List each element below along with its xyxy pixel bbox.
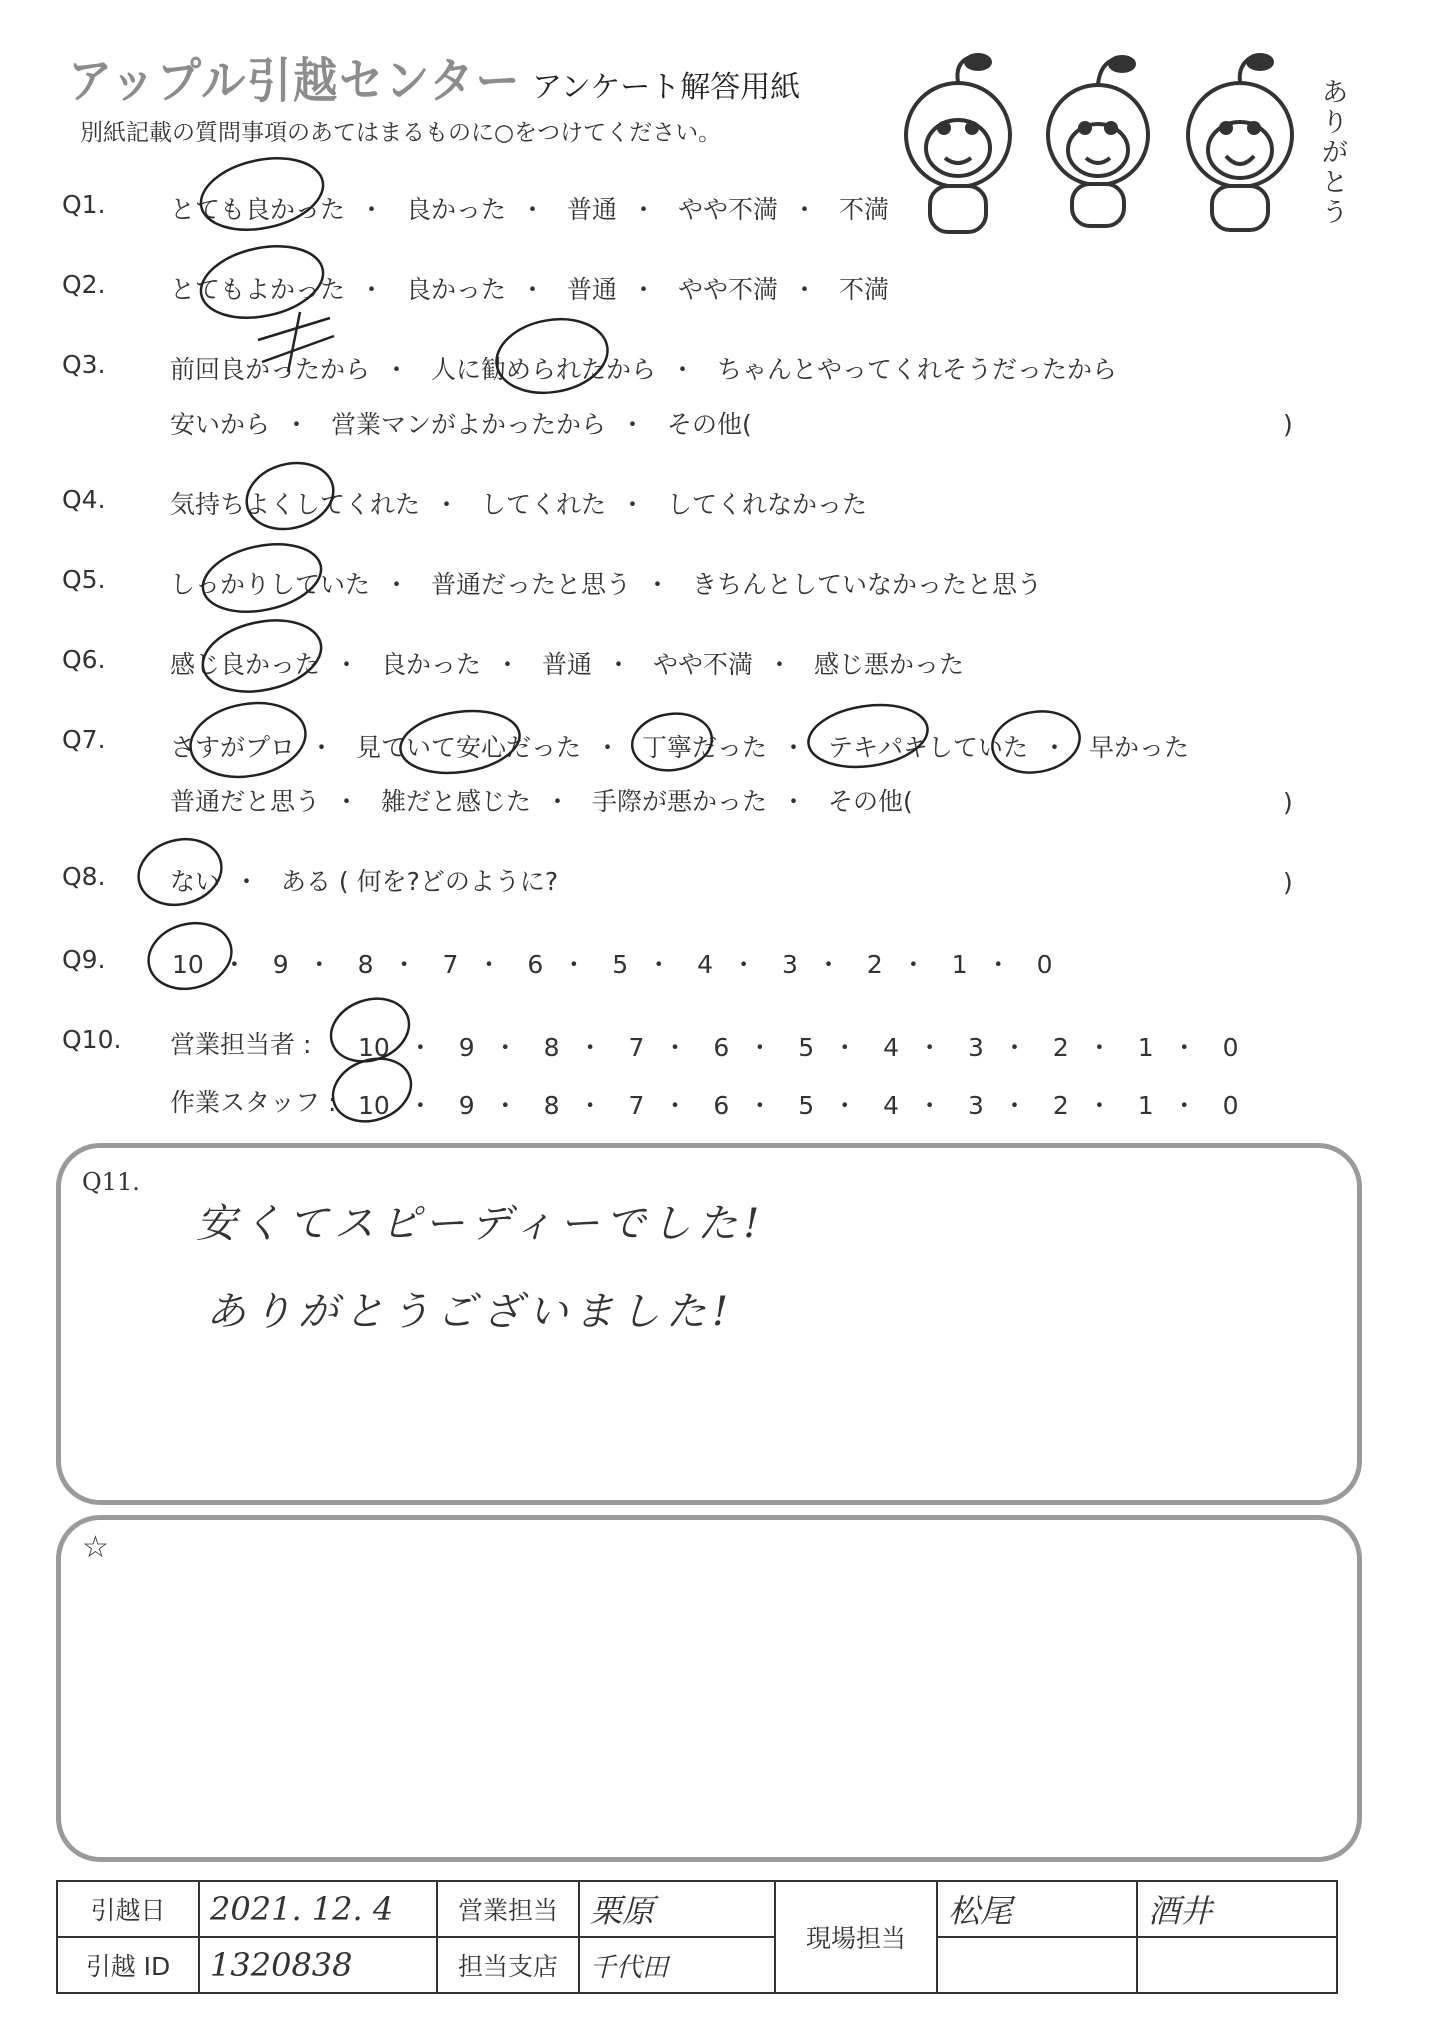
q10-sales-score[interactable]: 1	[1137, 1033, 1154, 1062]
q9-score[interactable]: 5	[612, 950, 629, 979]
q1-opt-2[interactable]: 良かった	[405, 195, 506, 224]
q10-sales-score[interactable]: 5	[798, 1033, 815, 1062]
q6-opt-5[interactable]: 感じ悪かった	[813, 650, 964, 679]
star-comment-box[interactable]	[56, 1515, 1362, 1862]
q9-score[interactable]: 1	[951, 950, 968, 979]
q10-staff-score[interactable]: 1	[1137, 1091, 1154, 1120]
site-staff-1-value: 松尾	[937, 1881, 1137, 1937]
q1-opt-5[interactable]: 不満	[838, 195, 889, 224]
q7-opt-5[interactable]: 早かった	[1088, 733, 1189, 762]
q10-sales-score[interactable]: 2	[1052, 1033, 1069, 1062]
q4-opt-3[interactable]: してくれなかった	[666, 490, 867, 519]
site-label: 現場担当	[775, 1881, 937, 1993]
move-date-value: 2021. 12. 4	[199, 1881, 437, 1937]
q8-opt-1[interactable]: ない	[170, 867, 221, 896]
q6-opt-4[interactable]: やや不満	[652, 650, 753, 679]
mascot-caption: ありがとう	[1322, 78, 1349, 228]
move-date-label: 引越日	[57, 1881, 199, 1937]
q8-options: ない ・ ある ( 何を?どのように?	[170, 867, 559, 896]
q2-label: Q2.	[62, 270, 106, 299]
q10-staff-label: 作業スタッフ :	[170, 1088, 337, 1117]
q1-label: Q1.	[62, 190, 106, 219]
q10-staff-score[interactable]: 6	[713, 1091, 730, 1120]
q3-opt-3[interactable]: ちゃんとやってくれそうだったから	[716, 355, 1117, 384]
q7-opt-4[interactable]: テキパキしていた	[827, 733, 1028, 762]
q9-scale: 10 ・ 9 ・ 8 ・ 7 ・ 6 ・ 5 ・ 4 ・ 3 ・ 2 ・ 1 ・ 0	[172, 950, 1053, 979]
q7-options-line1: さすがプロ ・ 見ていて安心だった ・ 丁寧だった ・ テキパキしていた ・ 早かった	[170, 733, 1189, 762]
q10-sales-label: 営業担当者 :	[170, 1030, 312, 1059]
site-staff-4-value	[1137, 1937, 1337, 1993]
q10-sales-score[interactable]: 0	[1222, 1033, 1239, 1062]
q9-score[interactable]: 6	[527, 950, 544, 979]
q8-close-paren: )	[1283, 868, 1293, 897]
q6-label: Q6.	[62, 645, 106, 674]
q11-comment-line1: 安くてスピーディーでした!	[196, 1201, 766, 1247]
q6-opt-3[interactable]: 普通	[541, 650, 592, 679]
q10-sales-score[interactable]: 4	[883, 1033, 900, 1062]
q9-score[interactable]: 0	[1036, 950, 1053, 979]
q6-opt-2[interactable]: 良かった	[380, 650, 481, 679]
site-staff-3-value	[937, 1937, 1137, 1993]
q6-options: 感じ良かった ・ 良かった ・ 普通 ・ やや不満 ・ 感じ悪かった	[170, 650, 964, 679]
q4-options: 気持ちよくしてくれた ・ してくれた ・ してくれなかった	[170, 490, 867, 519]
q9-label: Q9.	[62, 945, 106, 974]
q3-options-line1: 前回良かったから ・ 人に勧められたから ・ ちゃんとやってくれそうだったから	[170, 355, 1117, 384]
q10-sales-score[interactable]: 8	[543, 1033, 560, 1062]
q10-sales-score[interactable]: 10	[358, 1033, 390, 1062]
q5-label: Q5.	[62, 565, 106, 594]
move-id-value: 1320838	[199, 1937, 437, 1993]
q1-options: とても良かった ・ 良かった ・ 普通 ・ やや不満 ・ 不満	[170, 195, 889, 224]
q7-opt-2[interactable]: 見ていて安心だった	[355, 733, 581, 762]
q5-options: しっかりしていた ・ 普通だったと思う ・ きちんとしていなかったと思う	[170, 570, 1042, 599]
q10-staff-score[interactable]: 10	[358, 1091, 390, 1120]
q7-opt-1[interactable]: さすがプロ	[170, 733, 296, 762]
q7-opt-8[interactable]: 手際が悪かった	[591, 787, 767, 816]
q7-opt-3[interactable]: 丁寧だった	[641, 733, 767, 762]
q10-staff-score[interactable]: 9	[458, 1091, 475, 1120]
q9-score[interactable]: 9	[272, 950, 289, 979]
q3-opt-6[interactable]: その他(	[666, 410, 752, 439]
q1-opt-1[interactable]: とても良かった	[170, 195, 346, 224]
q5-opt-1[interactable]: しっかりしていた	[170, 570, 371, 599]
q10-sales-score[interactable]: 9	[458, 1033, 475, 1062]
q8-opt-2[interactable]: ある ( 何を?どのように?	[280, 867, 559, 896]
form-instructions: 別紙記載の質問事項のあてはまるものに○をつけてください。	[80, 120, 722, 146]
q2-opt-2[interactable]: 良かった	[405, 275, 506, 304]
q9-score[interactable]: 7	[442, 950, 459, 979]
q10-sales-score[interactable]: 7	[628, 1033, 645, 1062]
q10-staff-scale: 10 ・ 9 ・ 8 ・ 7 ・ 6 ・ 5 ・ 4 ・ 3 ・ 2 ・ 1 ・ 0	[358, 1091, 1239, 1120]
q9-score[interactable]: 4	[697, 950, 714, 979]
site-staff-2-value: 酒井	[1137, 1881, 1337, 1937]
q2-opt-4[interactable]: やや不満	[677, 275, 778, 304]
q3-opt-4[interactable]: 安いから	[170, 410, 271, 439]
q2-options: とてもよかった ・ 良かった ・ 普通 ・ やや不満 ・ 不満	[170, 275, 889, 304]
q3-opt-2[interactable]: 人に勧められたから	[430, 355, 656, 384]
q2-opt-1[interactable]: とてもよかった	[170, 275, 346, 304]
q4-opt-2[interactable]: してくれた	[480, 490, 606, 519]
q10-staff-score[interactable]: 0	[1222, 1091, 1239, 1120]
star-icon: ☆	[82, 1530, 109, 1565]
q7-options-line2: 普通だと思う ・ 雑だと感じた ・ 手際が悪かった ・ その他(	[170, 787, 913, 816]
move-info-table	[56, 1880, 1338, 1994]
sales-name-value: 栗原	[579, 1881, 775, 1937]
q8-label: Q8.	[62, 862, 106, 891]
q7-close-paren: )	[1283, 788, 1293, 817]
q9-score[interactable]: 2	[866, 950, 883, 979]
q4-label: Q4.	[62, 485, 106, 514]
q7-label: Q7.	[62, 725, 106, 754]
q10-staff-score[interactable]: 8	[543, 1091, 560, 1120]
branch-label: 担当支店	[437, 1937, 579, 1993]
q9-score[interactable]: 3	[782, 950, 798, 979]
q7-opt-6[interactable]: 普通だと思う	[170, 787, 321, 816]
q3-opt-5[interactable]: 営業マンがよかったから	[330, 410, 606, 439]
q5-opt-2[interactable]: 普通だったと思う	[430, 570, 631, 599]
q2-opt-3[interactable]: 普通	[566, 275, 617, 304]
q1-opt-3[interactable]: 普通	[566, 195, 617, 224]
company-title: アップル引越センター	[68, 53, 522, 109]
form-subtitle: アンケート解答用紙	[532, 70, 801, 105]
q1-opt-4[interactable]: やや不満	[677, 195, 778, 224]
q10-staff-score[interactable]: 3	[968, 1091, 984, 1120]
branch-value: 千代田	[579, 1937, 775, 1993]
q11-comment-line2: ありがとうございました!	[206, 1289, 735, 1335]
q9-score[interactable]: 10	[172, 950, 204, 979]
q10-label: Q10.	[62, 1025, 122, 1054]
q3-label: Q3.	[62, 350, 106, 379]
q11-label: Q11.	[82, 1168, 140, 1196]
q10-staff-score[interactable]: 4	[883, 1091, 900, 1120]
q10-staff-score[interactable]: 5	[798, 1091, 815, 1120]
q6-opt-1[interactable]: 感じ良かった	[170, 650, 321, 679]
q7-opt-9[interactable]: その他(	[827, 787, 913, 816]
q4-opt-1[interactable]: 気持ちよくしてくれた	[170, 490, 421, 519]
q3-close-paren: )	[1283, 410, 1293, 439]
q10-sales-score[interactable]: 6	[713, 1033, 730, 1062]
q2-opt-5[interactable]: 不満	[838, 275, 889, 304]
sales-label: 営業担当	[437, 1881, 579, 1937]
q10-staff-score[interactable]: 7	[628, 1091, 645, 1120]
q5-opt-3[interactable]: きちんとしていなかったと思う	[691, 570, 1042, 599]
q10-sales-score[interactable]: 3	[968, 1033, 984, 1062]
q10-sales-scale: 10 ・ 9 ・ 8 ・ 7 ・ 6 ・ 5 ・ 4 ・ 3 ・ 2 ・ 1 ・ 0	[358, 1033, 1239, 1062]
q9-score[interactable]: 8	[357, 950, 374, 979]
q3-opt-1[interactable]: 前回良かったから	[170, 355, 371, 384]
q3-options-line2: 安いから ・ 営業マンがよかったから ・ その他(	[170, 410, 752, 439]
q10-staff-score[interactable]: 2	[1052, 1091, 1069, 1120]
q7-opt-7[interactable]: 雑だと感じた	[380, 787, 531, 816]
move-id-label: 引越 ID	[57, 1937, 199, 1993]
